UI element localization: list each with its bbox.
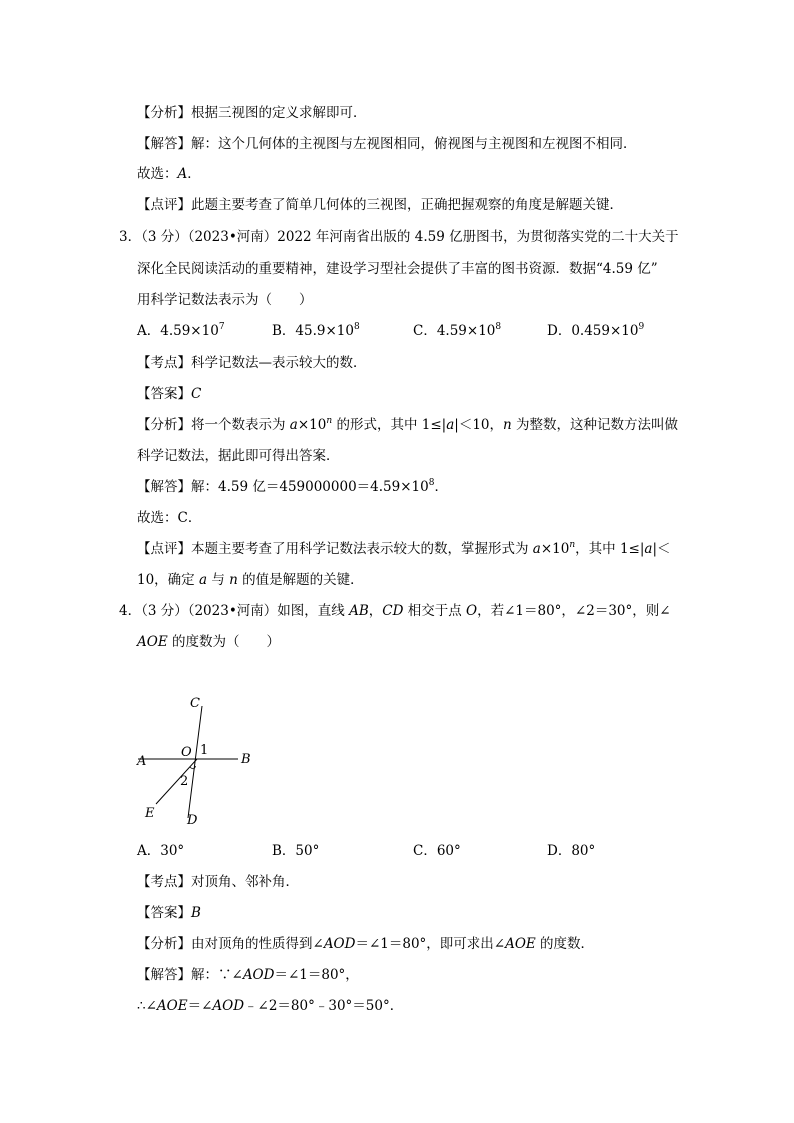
- q2-analysis: 【分析】根据三视图的定义求解即可．: [137, 105, 367, 121]
- q3-analysis-line2: 科学记数法，据此即可得出答案．: [137, 448, 340, 464]
- q3-option-d: D．$0.459\times 10^9$: [547, 322, 645, 339]
- solution-label: 【解答】: [137, 136, 191, 152]
- q3-comment-line2: 10，确定 a 与 n 的值是解题的关键．: [137, 572, 364, 588]
- q4-answer: 【答案】B: [137, 905, 201, 921]
- solution-label: 【解答】: [137, 967, 191, 983]
- q2-solution: 【解答】解：这个几何体的主视图与左视图相同，俯视图与主视图和左视图不相同．: [137, 136, 637, 152]
- q2-comment: 【点评】此题主要考查了简单几何体的三视图，正确把握观察的角度是解题关键．: [137, 197, 623, 213]
- q3-solution: 【解答】解：4.59 亿$=459000000=4.59\times 10^8$．: [137, 478, 448, 495]
- point-label: 【考点】: [137, 874, 191, 890]
- q4-therefore: ∴∠AOE＝∠AOD﹣∠2＝80°﹣30°＝50°．: [137, 998, 404, 1014]
- label-e: E: [145, 806, 155, 821]
- line-cd: [188, 706, 202, 818]
- q3-analysis: 【分析】将一个数表示为 $a\times 10^n$ 的形式，其中 1≤|a|＜10，n 为整数，这种记数方法叫做: [137, 416, 678, 433]
- label-c: C: [190, 696, 200, 711]
- q4-point: 【考点】对顶角、邻补角．: [137, 874, 299, 890]
- comment-label: 【点评】: [137, 541, 191, 557]
- q3-option-c: C．$4.59\times 10^8$: [413, 322, 502, 339]
- q4-figure: [130, 688, 270, 833]
- q3-comment: 【点评】本题主要考查了用科学记数法表示较大的数，掌握形式为 $a\times 10^n$，其中 1≤|a|＜: [137, 540, 671, 557]
- label-2: 2: [180, 774, 189, 789]
- q4-analysis: 【分析】由对顶角的性质得到∠AOD＝∠1＝80°，即可求出∠AOE 的度数．: [137, 936, 595, 952]
- q4-option-c: C．60°: [413, 843, 461, 859]
- answer-label: 【答案】: [137, 386, 191, 402]
- comment-label: 【点评】: [137, 197, 191, 213]
- q4-solution: 【解答】解：∵∠AOD＝∠1＝80°，: [137, 967, 359, 983]
- q3-stem-line2: 深化全民阅读活动的重要精神，建设学习型社会提供了丰富的图书资源．数据“4.59 亿”: [137, 261, 658, 277]
- point-label: 【考点】: [137, 355, 191, 371]
- q3-option-a: A．$4.59\times 10^7$: [137, 322, 225, 339]
- analysis-label: 【分析】: [137, 936, 191, 952]
- answer-label: 【答案】: [137, 905, 191, 921]
- q3-answer: 【答案】C: [137, 386, 202, 402]
- q4-option-a: A．30°: [137, 843, 185, 859]
- label-o: O: [181, 745, 192, 760]
- q3-option-b: B．$45.9\times 10^8$: [272, 322, 360, 339]
- label-a: A: [137, 754, 147, 769]
- label-1: 1: [200, 743, 209, 758]
- q4-stem-line2: AOE 的度数为（ ）: [137, 634, 280, 650]
- q2-choice: 故选：A．: [137, 166, 201, 182]
- q3-stem-line1: 3．（3 分）（2023•河南）2022 年河南省出版的 4.59 亿册图书，为贯彻落实党的二十大关于: [119, 229, 679, 245]
- analysis-label: 【分析】: [137, 417, 191, 433]
- q4-option-b: B．50°: [272, 843, 320, 859]
- label-d: D: [187, 813, 198, 828]
- q4-stem-line1: 4．（3 分）（2023•河南）如图，直线 AB，CD 相交于点 O，若∠1＝80°，∠2＝30°，则∠: [119, 603, 671, 619]
- label-b: B: [241, 752, 251, 767]
- q3-stem-line3: 用科学记数法表示为（ ）: [137, 292, 313, 308]
- q3-choice: 故选：C．: [137, 510, 202, 526]
- analysis-label: 【分析】: [137, 105, 191, 121]
- q3-point: 【考点】科学记数法—表示较大的数．: [137, 355, 367, 371]
- q4-option-d: D．80°: [547, 843, 596, 859]
- solution-label: 【解答】: [137, 479, 191, 495]
